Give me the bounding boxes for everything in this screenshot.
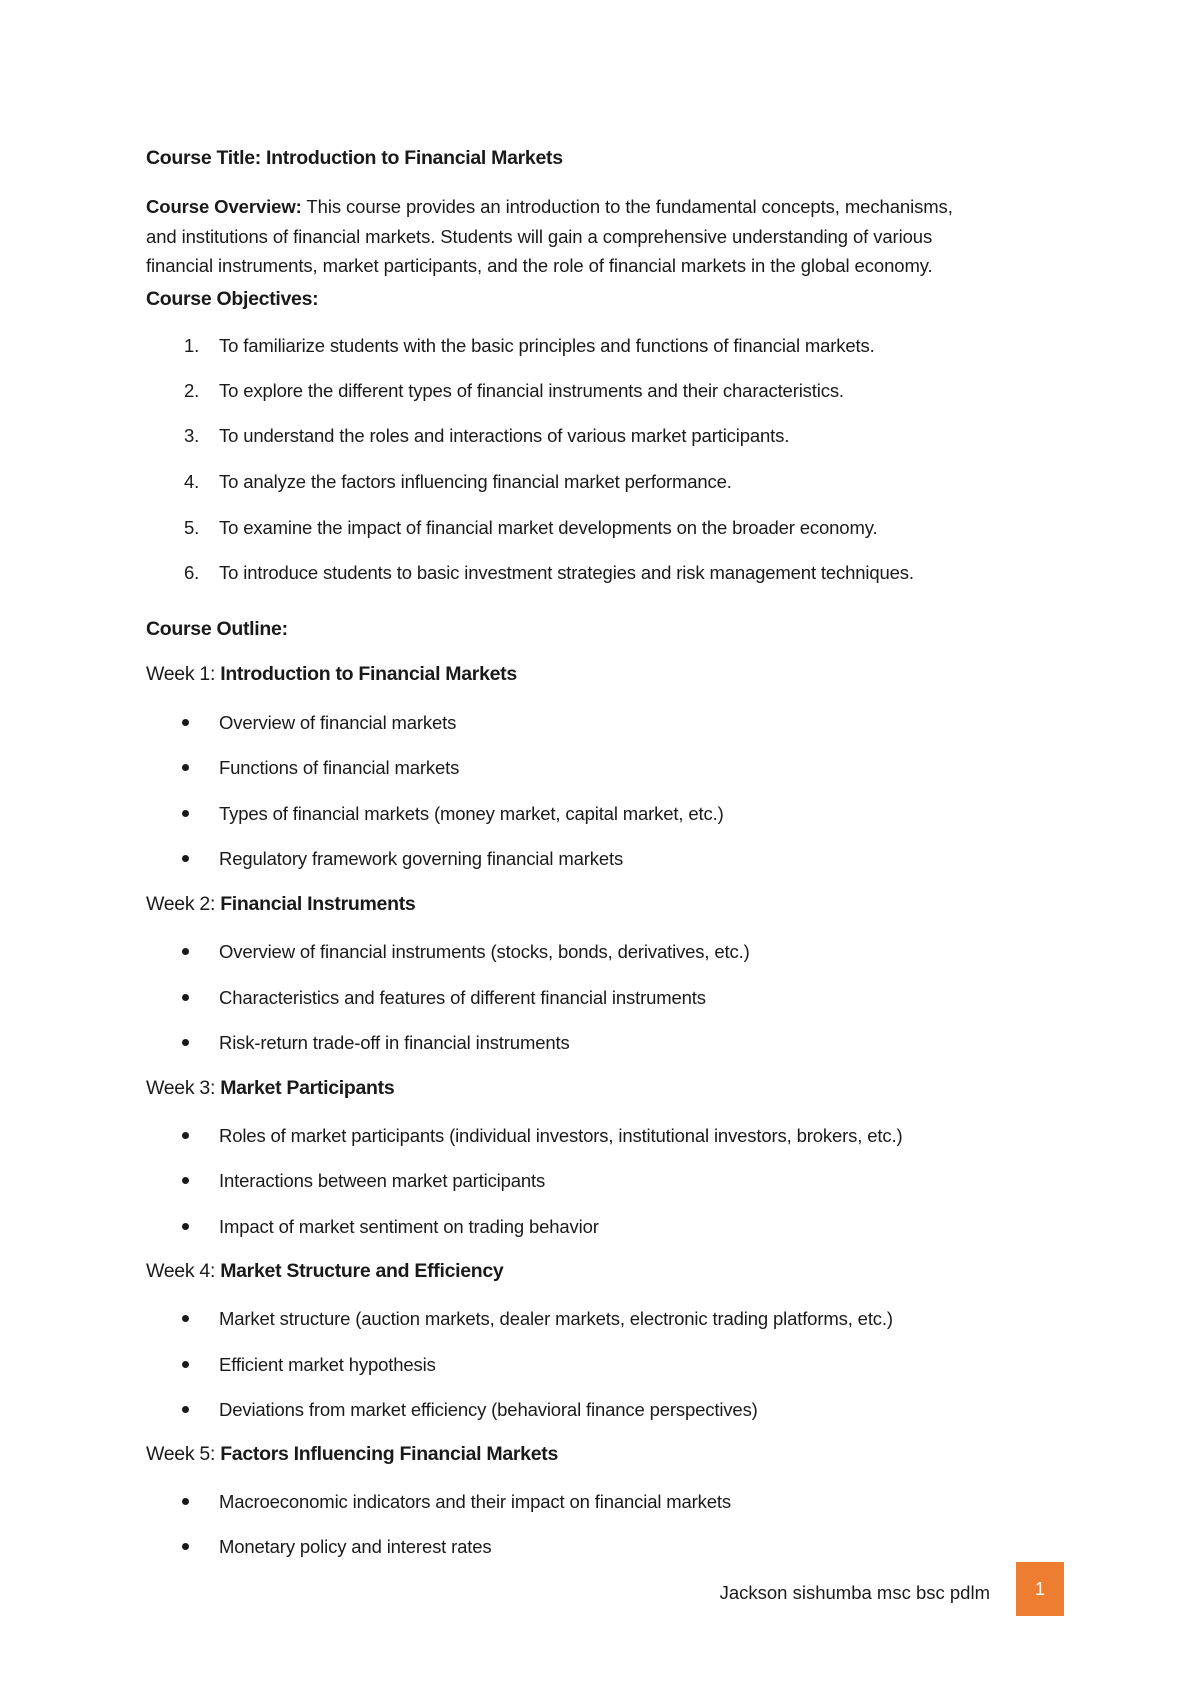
objective-text: To understand the roles and interactions of various market participants. xyxy=(219,425,790,446)
bullet-icon xyxy=(182,1039,189,1046)
objective-number: 6. xyxy=(184,562,200,583)
footer-author: Jackson sishumba msc bsc pdlm xyxy=(719,1582,990,1603)
objective-text: To introduce students to basic investment strategies and risk management techniques. xyxy=(219,562,914,583)
overview-line: and institutions of financial markets. Students will gain a comprehensive understanding of various xyxy=(146,225,933,247)
bullet-icon xyxy=(182,855,189,862)
objective-number: 2. xyxy=(184,380,200,401)
objective-text: To analyze the factors influencing financial market performance. xyxy=(219,471,732,492)
list-item-text: Impact of market sentiment on trading behavior xyxy=(219,1216,599,1237)
list-item-text: Macroeconomic indicators and their impact on financial markets xyxy=(219,1491,732,1512)
bullet-icon xyxy=(182,1132,189,1139)
bullet-icon xyxy=(182,764,189,771)
bullet-icon xyxy=(182,719,189,726)
week-heading xyxy=(146,663,517,686)
list-item-text: Efficient market hypothesis xyxy=(219,1354,436,1375)
list-item-text: Regulatory framework governing financial markets xyxy=(219,848,624,869)
objective-number: 3. xyxy=(184,425,200,446)
week-label: Week 2: xyxy=(146,893,216,915)
week-heading xyxy=(146,1443,558,1466)
list-item-text: Overview of financial markets xyxy=(219,712,457,733)
list-item-text: Characteristics and features of different financial instruments xyxy=(219,987,706,1008)
objective-number: 5. xyxy=(184,517,200,538)
list-item-text: Monetary policy and interest rates xyxy=(219,1536,492,1557)
objective-text: To familiarize students with the basic principles and functions of financial markets. xyxy=(219,335,875,356)
list-item-text: Overview of financial instruments (stocks, bonds, derivatives, etc.) xyxy=(219,941,750,962)
bullet-icon xyxy=(182,810,189,817)
week-heading xyxy=(146,1077,394,1100)
week-heading xyxy=(146,1260,503,1283)
list-item-text: Types of financial markets (money market, capital market, etc.) xyxy=(219,803,724,824)
bullet-icon xyxy=(182,1315,189,1322)
overview-label: Course Overview: xyxy=(146,196,302,217)
bullet-icon xyxy=(182,1498,189,1505)
overview-line: This course provides an introduction to the fundamental concepts, mechanisms, xyxy=(301,196,953,217)
bullet-icon xyxy=(182,1361,189,1368)
week-heading xyxy=(146,893,415,916)
list-item-text: Market structure (auction markets, dealer markets, electronic trading platforms, etc.) xyxy=(219,1308,893,1329)
page-number: 1 xyxy=(1034,1578,1045,1599)
bullet-icon xyxy=(182,1177,189,1184)
bullet-icon xyxy=(182,1543,189,1550)
week-label: Week 3: xyxy=(146,1077,216,1099)
week-title: Introduction to Financial Markets xyxy=(215,663,517,685)
bullet-icon xyxy=(182,1406,189,1413)
list-item-text: Deviations from market efficiency (behavioral finance perspectives) xyxy=(219,1399,758,1420)
list-item-text: Roles of market participants (individual investors, institutional investors, brokers, etc.) xyxy=(219,1125,903,1146)
objective-number: 4. xyxy=(184,471,200,492)
list-item-text: Risk-return trade-off in financial instruments xyxy=(219,1032,570,1053)
page-number-badge xyxy=(1016,1562,1064,1616)
overview-line: financial instruments, market participants, and the role of financial markets in the global economy. xyxy=(146,255,933,276)
objective-text: To explore the different types of financial instruments and their characteristics. xyxy=(219,380,844,401)
objective-number: 1. xyxy=(184,335,200,356)
week-label: Week 1: xyxy=(146,663,216,685)
week-title: Factors Influencing Financial Markets xyxy=(215,1443,559,1465)
week-label: Week 5: xyxy=(146,1443,216,1465)
week-title: Market Participants xyxy=(215,1077,395,1099)
week-title: Market Structure and Efficiency xyxy=(215,1260,504,1282)
list-item-text: Functions of financial markets xyxy=(219,757,460,778)
objectives-heading: Course Objectives: xyxy=(146,288,319,310)
bullet-icon xyxy=(182,1223,189,1230)
bullet-icon xyxy=(182,948,189,955)
course-title: Course Title: Introduction to Financial Markets xyxy=(146,147,563,169)
list-item-text: Interactions between market participants xyxy=(219,1170,546,1191)
week-title: Financial Instruments xyxy=(215,893,416,915)
week-label: Week 4: xyxy=(146,1260,216,1282)
course-overview xyxy=(146,192,1076,281)
bullet-icon xyxy=(182,994,189,1001)
objective-text: To examine the impact of financial market developments on the broader economy. xyxy=(219,517,878,538)
outline-heading: Course Outline: xyxy=(146,618,288,640)
